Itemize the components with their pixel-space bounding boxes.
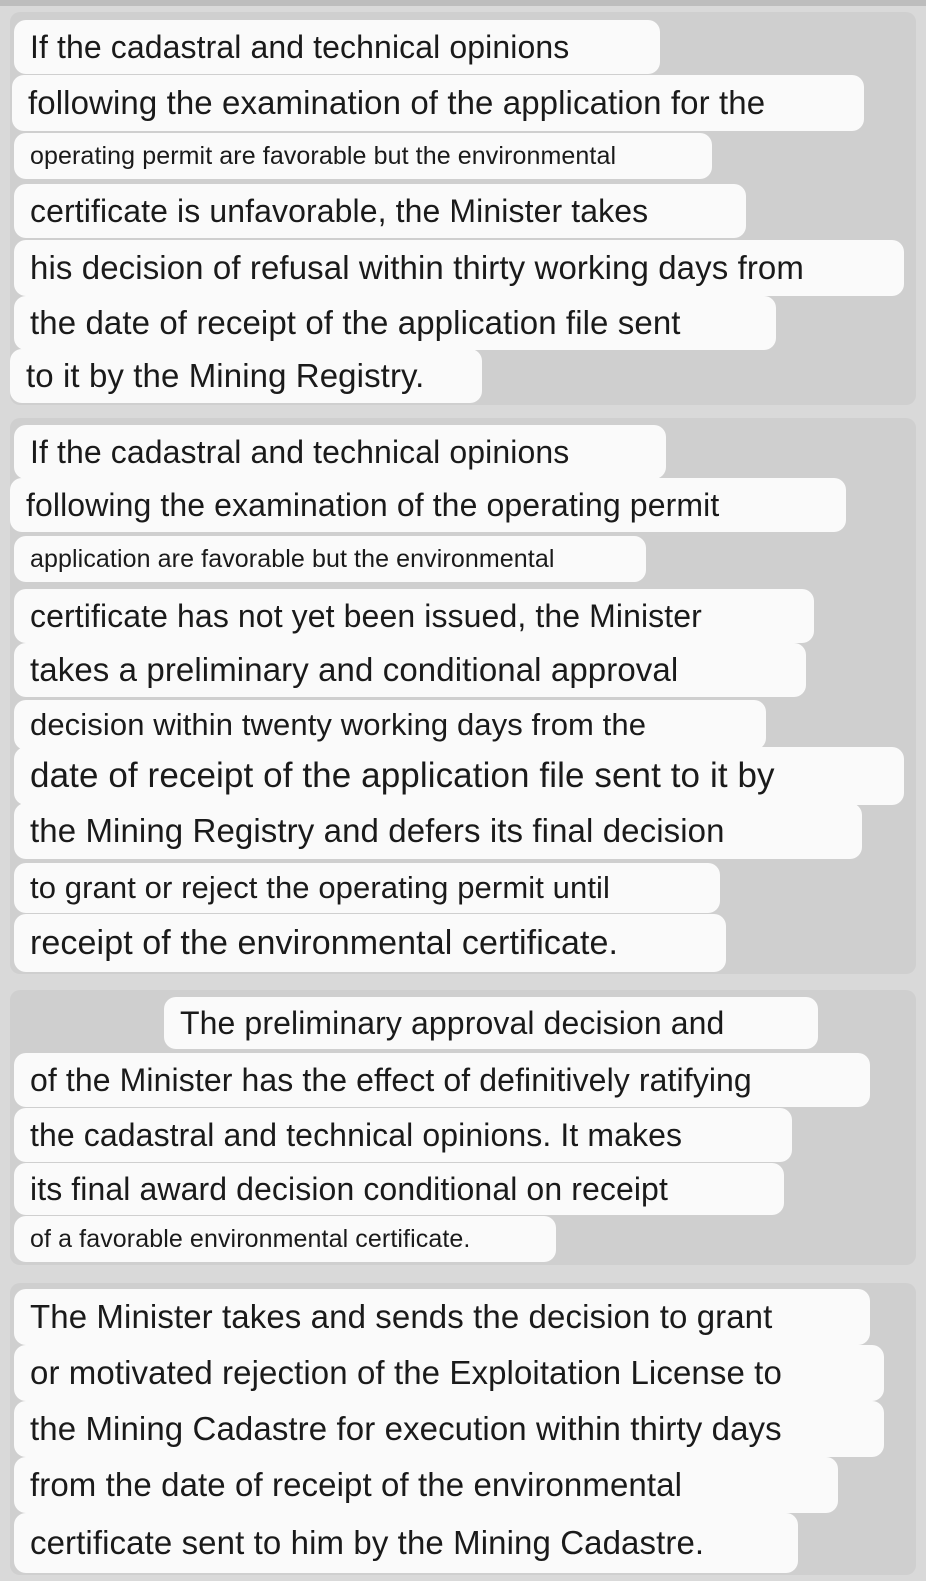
- text-line: date of receipt of the application file sent to it by: [14, 747, 904, 805]
- text-line: If the cadastral and technical opinions: [14, 20, 660, 74]
- text-line: application are favorable but the environmental: [14, 536, 646, 582]
- text-line: to grant or reject the operating permit until: [14, 863, 720, 913]
- text-line: The Minister takes and sends the decision to grant: [14, 1289, 870, 1345]
- text-line: following the examination of the application for the: [12, 75, 864, 131]
- text-line: the Mining Registry and defers its final decision: [14, 803, 862, 859]
- text-line: of a favorable environmental certificate.: [14, 1216, 556, 1262]
- text-line: his decision of refusal within thirty working days from: [14, 240, 904, 296]
- text-line: takes a preliminary and conditional approval: [14, 643, 806, 697]
- text-line: certificate sent to him by the Mining Cadastre.: [14, 1513, 798, 1573]
- text-line: decision within twenty working days from the: [14, 700, 766, 750]
- text-line: the Mining Cadastre for execution within thirty days: [14, 1401, 884, 1457]
- text-line: If the cadastral and technical opinions: [14, 425, 666, 479]
- text-line: to it by the Mining Registry.: [10, 349, 482, 403]
- text-line: its final award decision conditional on receipt: [14, 1163, 784, 1215]
- text-line: certificate has not yet been issued, the Minister: [14, 589, 814, 643]
- text-line: the date of receipt of the application file sent: [14, 296, 776, 350]
- top-band: [0, 0, 926, 6]
- text-line: receipt of the environmental certificate.: [14, 914, 726, 972]
- text-line: certificate is unfavorable, the Minister takes: [14, 184, 746, 238]
- text-line: or motivated rejection of the Exploitation License to: [14, 1345, 884, 1401]
- text-line: of the Minister has the effect of definitively ratifying: [14, 1053, 870, 1107]
- text-line: following the examination of the operating permit: [10, 478, 846, 532]
- text-line: operating permit are favorable but the environmental: [14, 133, 712, 179]
- text-line: from the date of receipt of the environmental: [14, 1457, 838, 1513]
- text-line: the cadastral and technical opinions. It makes: [14, 1108, 792, 1162]
- text-line: The preliminary approval decision and: [164, 997, 818, 1049]
